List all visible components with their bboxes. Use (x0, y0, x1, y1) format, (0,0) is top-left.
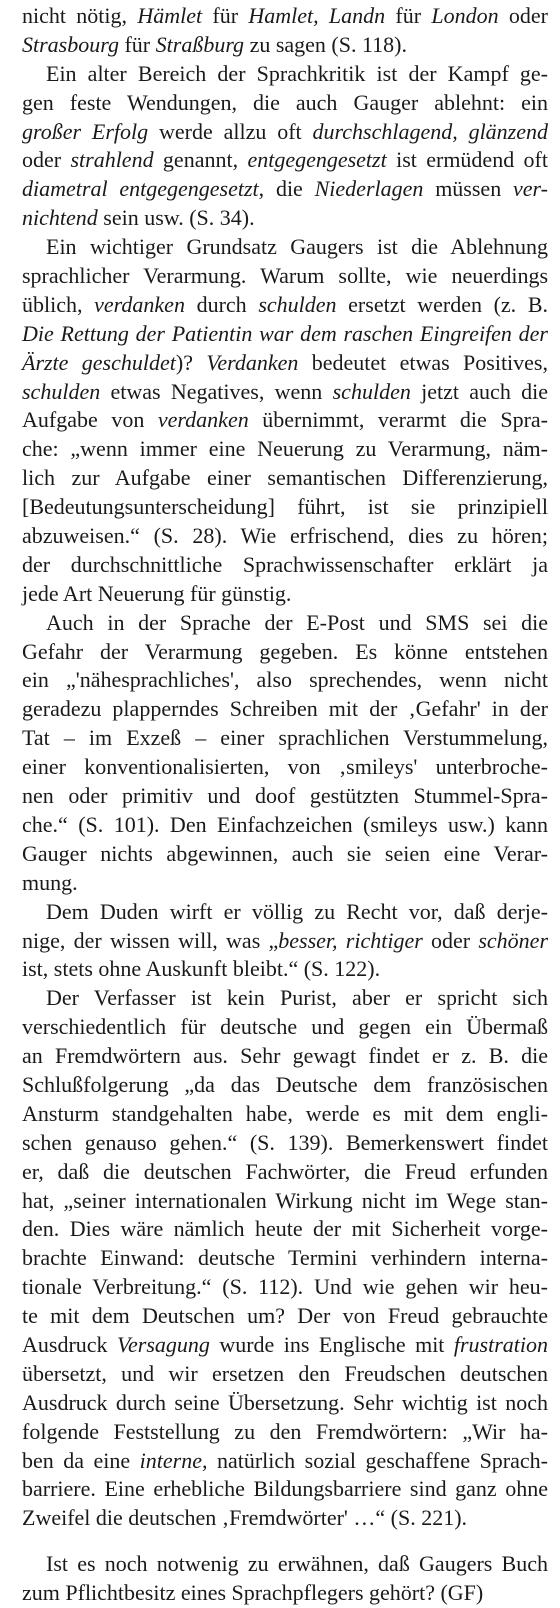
text-run: , die (258, 176, 315, 202)
text-run: üblich, (22, 291, 95, 317)
text-run: Auch in der Sprache der E-Post und SMS sei die (46, 609, 548, 635)
text-run: gen feste Wendungen, die auch Gauger ablehnt: ein (22, 89, 548, 115)
italic-term: großer Erfolg (22, 118, 149, 144)
text-run: an Fremdwörtern aus. Sehr gewagt findet er z. B. die (22, 1043, 548, 1069)
text-line (22, 1360, 548, 1389)
italic-term: Hamlet, Landn (248, 3, 386, 28)
text-line (22, 1447, 548, 1476)
text-run: etwas Negatives, wenn (100, 378, 333, 404)
text-run: Aufgabe von (22, 407, 158, 433)
text-line (22, 175, 548, 204)
italic-term: Versagung (117, 1331, 210, 1357)
text-line (22, 1187, 548, 1216)
text-run: müssen (423, 176, 513, 202)
italic-term: besser, richtiger (278, 927, 423, 953)
text-run: Der Verfasser ist kein Purist, aber er spricht sich (46, 985, 548, 1011)
text-run: ist ermüdend oft (386, 147, 548, 173)
text-run: den. Dies wäre nämlich heute der mit Sicherheit vorge- (22, 1216, 548, 1242)
italic-term: entgegengesetzt (247, 147, 387, 173)
text-run: mung. (22, 869, 78, 895)
italic-term: frustration (453, 1331, 549, 1357)
text-line (22, 869, 548, 898)
text-line (22, 984, 548, 1013)
text-line (22, 233, 548, 262)
text-line (22, 1302, 548, 1331)
text-line (22, 89, 548, 118)
text-line (22, 955, 548, 984)
text-line (22, 320, 548, 349)
text-run: che.“ (S. 101). Den Einfachzeichen (smileys usw.) kann (22, 811, 548, 837)
text-line (22, 811, 548, 840)
text-line (22, 927, 548, 956)
paragraph (22, 898, 548, 985)
text-run: Dem Duden wirft er völlig zu Recht vor, daß derje- (46, 898, 548, 924)
paragraph (22, 2, 548, 60)
text-run: )? (175, 349, 207, 375)
paragraph (22, 984, 548, 1533)
italic-term: schulden (22, 378, 101, 404)
text-run: jetzt auch die (410, 378, 548, 404)
text-run: jede Art Neuerung für günstig. (22, 580, 292, 606)
text-run: bedeutet etwas Positives, (298, 349, 548, 375)
text-run: oder (22, 147, 71, 173)
text-run: der durchschnittliche Sprachwissenschafter erklärt ja (22, 551, 548, 577)
italic-term: diametral entgegengesetzt (22, 176, 259, 202)
text-line (22, 1215, 548, 1244)
italic-term: ver- (513, 176, 548, 202)
text-run: Ist es noch notwenig zu erwähnen, daß Gaugers Buch (46, 1551, 548, 1577)
italic-term: schulden (258, 291, 337, 317)
text-run: hat, „seiner internationalen Wirkung nicht im Wege stan- (22, 1187, 548, 1213)
text-line (22, 1550, 548, 1579)
text-line (22, 1158, 548, 1187)
italic-term: Ärzte geschuldet (22, 349, 176, 375)
text-line (22, 1013, 548, 1042)
text-line (22, 753, 548, 782)
text-run: ben da eine (22, 1447, 140, 1473)
text-run: oder (498, 3, 549, 28)
text-run: Ausdruck (22, 1331, 117, 1357)
text-run: übernimmt, verarmt die Spra- (248, 407, 548, 433)
text-run: für (118, 31, 156, 57)
paragraph-spacer (22, 1533, 548, 1550)
text-line (22, 204, 548, 233)
italic-term: interne, (139, 1447, 208, 1473)
text-line (22, 1418, 548, 1447)
italic-term: Hämlet (137, 3, 203, 28)
italic-term: Strasbourg (22, 31, 119, 57)
text-line (22, 2, 548, 31)
text-run: geradezu plapperndes Schreiben mit der ‚Gefahr' in der (22, 696, 548, 722)
text-run: ist, stets ohne Auskunft bleibt.“ (S. 122). (22, 956, 381, 982)
italic-term: durchschlagend, glänzend (312, 118, 549, 144)
text-run: oder (422, 927, 479, 953)
text-line (22, 724, 548, 753)
text-line (22, 580, 548, 609)
text-line (22, 291, 548, 320)
text-run: Ein wichtiger Grundsatz Gaugers ist die Ablehnung (46, 234, 548, 260)
text-line (22, 435, 548, 464)
text-run: ein „'nähesprachliches', also sprechendes, wenn nicht (22, 667, 548, 693)
text-line (22, 1504, 548, 1533)
text-line (22, 1129, 548, 1158)
italic-term: Straßburg (155, 31, 245, 57)
text-run: lich zur Aufgabe einer semantischen Differenzierung, (22, 465, 548, 491)
text-run: schen genauso gehen.“ (S. 139). Bemerkenswert findet (22, 1129, 548, 1155)
paragraph (22, 1550, 548, 1608)
paragraph (22, 609, 548, 898)
paragraph (22, 60, 548, 233)
text-line (22, 666, 548, 695)
italic-term: Niederlagen (314, 176, 424, 202)
text-run: sein usw. (S. 34). (97, 205, 255, 231)
text-run: barriere. Eine erhebliche Bildungsbarriere sind ganz ohne (22, 1476, 548, 1502)
text-run: sprachlicher Verarmung. Warum sollte, wie neuerdings (22, 263, 548, 289)
text-run: nicht nötig, (22, 3, 138, 28)
italic-term: schöner (478, 927, 549, 953)
text-line (22, 1273, 548, 1302)
text-line (22, 609, 548, 638)
text-line (22, 1100, 548, 1129)
text-line (22, 638, 548, 667)
text-run: [Bedeutungsunterscheidung] führt, ist sie prinzipiell (22, 494, 548, 520)
text-run: Gauger nichts abgewinnen, auch sie seien eine Verar- (22, 840, 548, 866)
text-run: natürlich sozial geschaffene Sprach- (207, 1447, 548, 1473)
text-line (22, 349, 548, 378)
italic-term: verdanken (157, 407, 249, 433)
text-line (22, 31, 548, 60)
text-run: Ansturm standgehalten habe, werde es mit dem engli- (22, 1100, 548, 1126)
text-line (22, 262, 548, 291)
text-run: er, daß die deutschen Fachwörter, die Freud erfunden (22, 1158, 548, 1184)
text-line (22, 1389, 548, 1418)
text-run: Schlußfolgerung „da das Deutsche dem französischen (22, 1071, 548, 1097)
text-run: Tat – im Exzeß – einer sprachlichen Verstummelung, (22, 725, 548, 751)
text-run: zum Pflichtbesitz eines Sprachpflegers gehört? (GF) (22, 1580, 484, 1606)
text-line (22, 1071, 548, 1100)
text-line (22, 60, 548, 89)
italic-term: verdanken (94, 291, 185, 317)
italic-term: strahlend (70, 147, 154, 173)
text-line (22, 146, 548, 175)
text-run: Ein alter Bereich der Sprachkritik ist der Kampf ge- (46, 60, 548, 86)
text-run: tionale Verbreitung.“ (S. 112). Und wie gehen wir heu- (22, 1274, 548, 1300)
italic-term: London (431, 3, 499, 28)
text-line (22, 898, 548, 927)
paragraph (22, 233, 548, 609)
text-line (22, 1475, 548, 1504)
text-line (22, 406, 548, 435)
text-run: che: „wenn immer eine Neuerung zu Verarmung, näm- (22, 436, 548, 462)
text-run: abzuweisen.“ (S. 28). Wie erfrischend, dies zu hören; (22, 523, 548, 549)
text-run: werde allzu oft (148, 118, 313, 144)
text-line (22, 1042, 548, 1071)
text-line (22, 378, 548, 407)
text-run: übersetzt, und wir ersetzen den Freudschen deutschen (22, 1360, 548, 1386)
text-run: wurde ins Englische mit (209, 1331, 454, 1357)
text-run: genannt, (153, 147, 248, 173)
text-run: verschiedentlich für deutsche und gegen ein Übermaß (22, 1014, 548, 1040)
text-line (22, 695, 548, 724)
text-run: nige, der wissen will, was „ (22, 927, 279, 953)
text-line (22, 551, 548, 580)
text-line (22, 464, 548, 493)
italic-term: Verdanken (206, 349, 299, 375)
article-body (22, 2, 548, 1608)
italic-term: nichtend (22, 205, 98, 231)
text-run: für (202, 3, 249, 28)
text-run: einer konventionalisierten, von ‚smileys' unterbroche- (22, 754, 548, 780)
text-run: Zweifel die deutschen ‚Fremdwörter' …“ (S. 221). (22, 1505, 468, 1531)
text-line (22, 118, 548, 147)
text-run: Gefahr der Verarmung gegeben. Es könne entstehen (22, 638, 548, 664)
text-line (22, 493, 548, 522)
text-run: te mit dem Deutschen um? Der von Freud gebrauchte (22, 1303, 548, 1329)
text-run: zu sagen (S. 118). (244, 31, 407, 57)
text-line (22, 840, 548, 869)
text-run: durch (184, 291, 259, 317)
text-line (22, 782, 548, 811)
text-run: ersetzt werden (z. B. (336, 291, 548, 317)
text-run: folgende Feststellung zu den Fremdwörtern: „Wir ha- (22, 1418, 548, 1444)
text-run: nen oder primitiv und doof gestützten Stummel-Spra- (22, 783, 548, 809)
text-line (22, 1579, 548, 1608)
italic-term: schulden (332, 378, 411, 404)
text-line (22, 1244, 548, 1273)
text-line (22, 1331, 548, 1360)
text-run: brachte Einwand: deutsche Termini verhindern interna- (22, 1245, 548, 1271)
italic-term: Die Rettung der Patientin war dem raschen Eingreifen der (22, 320, 548, 346)
text-run: Ausdruck durch seine Übersetzung. Sehr wichtig ist noch (22, 1389, 548, 1415)
text-run: für (385, 3, 432, 28)
text-line (22, 522, 548, 551)
